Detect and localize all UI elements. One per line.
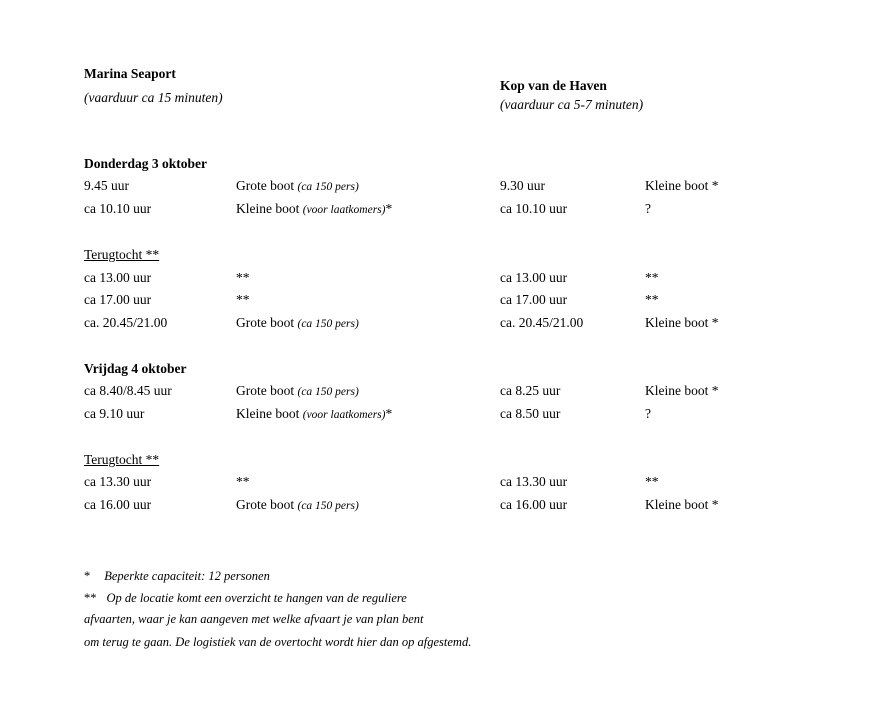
boat-capacity-note: (ca 150 pers) — [297, 318, 359, 330]
day2-row0-left-boat — [236, 383, 359, 400]
day1-return2-left-time: ca. 20.45/21.00 — [84, 315, 168, 330]
boat-label-tail: * — [385, 406, 393, 421]
day2-row0-right-boat: Kleine boot * — [645, 383, 719, 398]
boat-capacity-note: (ca 150 pers) — [297, 181, 359, 193]
boat-label: Grote boot — [236, 178, 298, 193]
boat-label: Kleine boot — [236, 406, 303, 421]
right-location-subtitle: (vaarduur ca 5-7 minuten) — [500, 97, 644, 112]
footnote-1 — [84, 567, 270, 585]
day2-return0-left-time: ca 13.30 uur — [84, 474, 152, 489]
boat-label: ** — [236, 292, 250, 307]
day2-row0-left-time: ca 8.40/8.45 uur — [84, 383, 172, 398]
day2-return1-left-time: ca 16.00 uur — [84, 497, 152, 512]
right-location-title: Kop van de Haven — [500, 78, 607, 93]
day1-row0-left-boat — [236, 178, 359, 195]
boat-capacity-note: (voor laatkomers) — [302, 409, 386, 421]
day2-row0-right-time: ca 8.25 uur — [500, 383, 561, 398]
boat-label: Grote boot — [236, 497, 298, 512]
day1-row1-left-time: ca 10.10 uur — [84, 201, 152, 216]
day1-return1-right-boat: ** — [645, 292, 659, 307]
left-location-subtitle: (vaarduur ca 15 minuten) — [84, 90, 223, 105]
footnote-text-3: afvaarten, waar je kan aangeven met welke afvaart je van plan bent — [84, 612, 424, 626]
boat-capacity-note: (voor laatkomers) — [302, 204, 386, 216]
day1-return0-left-time: ca 13.00 uur — [84, 270, 152, 285]
day2-return1-left-boat — [236, 497, 359, 514]
day1-row0-right-boat: Kleine boot * — [645, 178, 719, 193]
boat-capacity-note: (ca 150 pers) — [297, 386, 359, 398]
day2-return1-right-boat: Kleine boot * — [645, 497, 719, 512]
day2-return0-left-boat — [236, 474, 250, 491]
footnote-text-1: Beperkte capaciteit: 12 personen — [104, 569, 270, 583]
boat-label: Kleine boot — [236, 201, 303, 216]
boat-label: Grote boot — [236, 383, 298, 398]
day1-row0-right-time: 9.30 uur — [500, 178, 545, 193]
day1-return1-right-time: ca 17.00 uur — [500, 292, 568, 307]
footnote-2 — [84, 589, 407, 607]
day2-return0-right-time: ca 13.30 uur — [500, 474, 568, 489]
boat-capacity-note: (ca 150 pers) — [297, 500, 359, 512]
day1-row1-right-time: ca 10.10 uur — [500, 201, 568, 216]
day2-return0-right-boat: ** — [645, 474, 659, 489]
footnote-marker-2: ** — [84, 591, 97, 605]
day2-row1-right-boat: ? — [645, 406, 651, 421]
day2-row1-right-time: ca 8.50 uur — [500, 406, 561, 421]
day2-row1-left-time: ca 9.10 uur — [84, 406, 145, 421]
boat-label: Grote boot — [236, 315, 298, 330]
footnote-text-2: Op de locatie komt een overzicht te hangen van de reguliere — [106, 591, 407, 605]
day2-return-title: Terugtocht ** — [84, 452, 160, 467]
day2-return1-right-time: ca 16.00 uur — [500, 497, 568, 512]
day1-return0-left-boat — [236, 270, 250, 287]
day1-return2-left-boat — [236, 315, 359, 332]
footnote-marker-1: * — [84, 569, 91, 583]
boat-label: ** — [236, 270, 250, 285]
day1-row1-left-boat — [236, 201, 392, 218]
footnote-text-4: om terug te gaan. De logistiek van de overtocht wordt hier dan op afgestemd. — [84, 635, 472, 649]
day1-row0-left-time: 9.45 uur — [84, 178, 129, 193]
day1-return2-right-boat: Kleine boot * — [645, 315, 719, 330]
day1-return0-right-time: ca 13.00 uur — [500, 270, 568, 285]
day1-return2-right-time: ca. 20.45/21.00 — [500, 315, 584, 330]
day2-title: Vrijdag 4 oktober — [84, 361, 187, 376]
boat-label: ** — [236, 474, 250, 489]
boat-label-tail: * — [385, 201, 393, 216]
left-location-title: Marina Seaport — [84, 66, 176, 81]
day1-return1-left-boat — [236, 292, 250, 309]
day1-return-title: Terugtocht ** — [84, 247, 160, 262]
day1-return0-right-boat: ** — [645, 270, 659, 285]
day1-return1-left-time: ca 17.00 uur — [84, 292, 152, 307]
day1-title: Donderdag 3 oktober — [84, 156, 208, 171]
day1-row1-right-boat: ? — [645, 201, 651, 216]
day2-row1-left-boat — [236, 406, 392, 423]
